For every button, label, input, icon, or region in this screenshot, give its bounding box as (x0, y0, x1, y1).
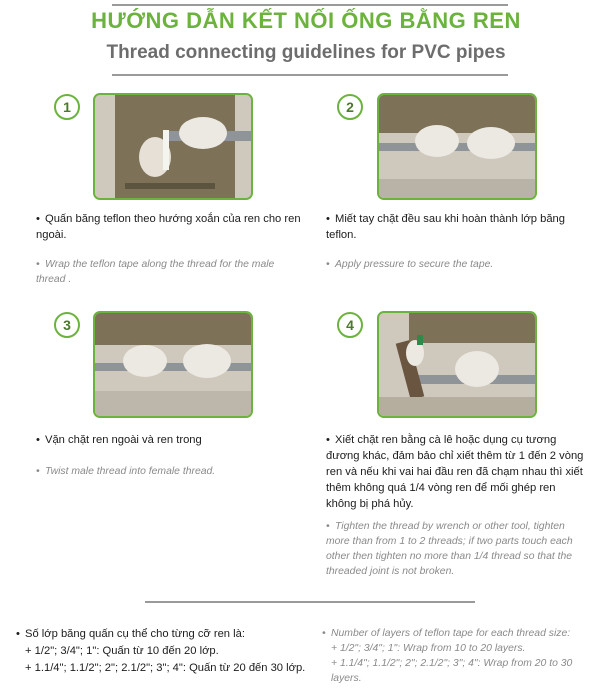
step-4-text-en: • Tighten the thread by wrench or other tool, tighten more than from 1 to 2 threads; if two parts touch each other then tighten no more than 1/4 thread so that the threaded joint is not broken. (326, 521, 573, 577)
notes-vn-line-2: + 1.1/4"; 1.1/2"; 2"; 2.1/2"; 3"; 4": Quấn từ 20 đến 30 lớp. (25, 662, 306, 674)
step-3-illustration (95, 313, 251, 416)
step-4-photo (377, 311, 537, 418)
bullet: • (36, 466, 40, 477)
step-1-text-en: • Wrap the teflon tape along the thread for the male thread . (36, 259, 275, 285)
notes-divider (145, 601, 475, 603)
step-4-illustration (379, 313, 535, 416)
step-3-text-en: • Twist male thread into female thread. (36, 466, 216, 477)
step-1-text-vn: • Quấn băng teflon theo hướng xoắn của ren cho ren ngoài. (36, 213, 301, 241)
bullet: • (326, 259, 330, 270)
notes-en-line-1: + 1/2"; 3/4"; 1": Wrap from 10 to 20 layers. (331, 643, 526, 654)
notes-en (322, 626, 604, 686)
notes-vn-line-1: + 1/2"; 3/4"; 1": Quấn từ 10 đến 20 lớp. (25, 645, 219, 657)
step-3-text-vn: • Vặn chặt ren ngoài và ren trong (36, 434, 202, 446)
step-3-number: 3 (54, 312, 80, 338)
top-divider (112, 4, 508, 6)
step-1-photo (93, 93, 253, 200)
step-2-text-vn: • Miết tay chặt đều sau khi hoàn thành lớp băng teflon. (326, 213, 565, 241)
notes-vn-title: • Số lớp băng quấn cụ thể cho từng cỡ ren là: (16, 626, 316, 643)
page-title-vn: HƯỚNG DẪN KẾT NỐI ỐNG BẰNG REN (91, 8, 521, 33)
step-1-number: 1 (54, 94, 80, 120)
notes-en-title: • Number of layers of teflon tape for each thread size: (322, 628, 571, 639)
step-1-illustration (95, 95, 251, 198)
bullet: • (326, 213, 330, 225)
step-2-illustration (379, 95, 535, 198)
step-4-text-vn: • Xiết chặt ren bằng cà lê hoặc dụng cụ tương đương khác, đảm bảo chỉ xiết thêm từ 1 đến 2 vòng ren và nếu khi vai hai đầu ren đã chạm nhau thì xiết thêm không quá 1/4 vòng ren để mối ghép ren không bị phá hủy. (326, 434, 584, 510)
step-2-photo (377, 93, 537, 200)
header-divider (112, 74, 508, 76)
step-2-number: 2 (337, 94, 363, 120)
step-2-text-en: • Apply pressure to secure the tape. (326, 259, 494, 270)
page-title-en: Thread connecting guidelines for PVC pipes (106, 42, 506, 63)
step-4-number: 4 (337, 312, 363, 338)
bullet: • (326, 434, 330, 446)
notes-vn (16, 626, 316, 677)
bullet: • (326, 521, 330, 532)
bullet: • (322, 628, 326, 639)
bullet: • (36, 213, 40, 225)
step-3-photo (93, 311, 253, 418)
bullet: • (36, 434, 40, 446)
bullet: • (16, 628, 20, 640)
bullet: • (36, 259, 40, 270)
notes-en-line-2: + 1.1/4"; 1.1/2"; 2"; 2.1/2"; 3"; 4": Wrap from 20 to 30 layers. (331, 658, 573, 684)
